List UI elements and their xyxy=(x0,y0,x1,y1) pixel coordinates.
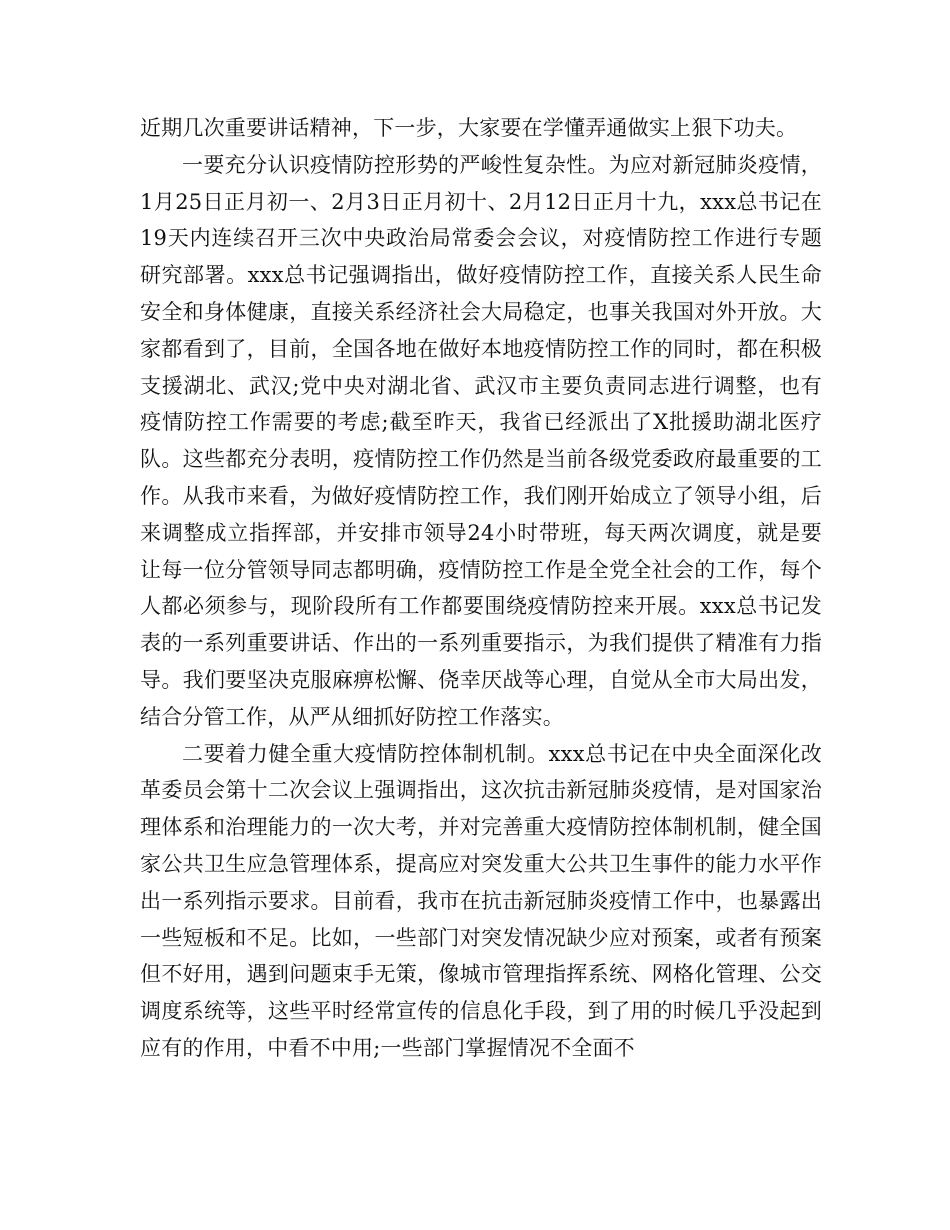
paragraph-prevention-mechanism: 二要着力健全重大疫情防控体制机制。xxx总书记在中央全面深化改革委员会第十二次会议上强调指出，这次抗击新冠肺炎疫情，是对国家治理体系和治理能力的一次大考，并对完善重大疫情防控体制机制，健全国家公共卫生应急管理体系，提高应对突发重大公共卫生事件的能力水平作出一系列指示要求。目前看，我市在抗击新冠肺炎疫情工作中，也暴露出一些短板和不足。比如，一些部门对突发情况缺少应对预案，或者有预案但不好用，遇到问题束手无策，像城市管理指挥系统、网格化管理、公交调度系统等，这些平时经常宣传的信息化手段，到了用的时候几乎没起到应有的作用，中看不中用;一些部门掌握情况不全面不 xyxy=(140,741,822,1060)
document-body xyxy=(140,110,822,1067)
paragraph-epidemic-situation: 一要充分认识疫情防控形势的严峻性复杂性。为应对新冠肺炎疫情，1月25日正月初一、2月3日正月初十、2月12日正月十九，xxx总书记在19天内连续召开三次中央政治局常委会会议，对疫情防控工作进行专题研究部署。xxx总书记强调指出，做好疫情防控工作，直接关系人民生命安全和身体健康，直接关系经济社会大局稳定，也事关我国对外开放。大家都看到了，目前，全国各地在做好本地疫情防控工作的同时，都在积极支援湖北、武汉;党中央对湖北省、武汉市主要负责同志进行调整，也有疫情防控工作需要的考虑;截至昨天，我省已经派出了X批援助湖北医疗队。这些都充分表明，疫情防控工作仍然是当前各级党委政府最重要的工作。从我市来看，为做好疫情防控工作，我们刚开始成立了领导小组，后来调整成立指挥部，并安排市领导24小时带班，每天两次调度，就是要让每一位分管领导同志都明确，疫情防控工作是全党全社会的工作，每个人都必须参与，现阶段所有工作都要围绕疫情防控来开展。xxx总书记发表的一系列重要讲话、作出的一系列重要指示，为我们提供了精准有力指导。我们要坚决克服麻痹松懈、侥幸厌战等心理，自觉从全市大局出发，结合分管工作，从严从细抓好防控工作落实。 xyxy=(140,152,822,729)
paragraph-continuation: 近期几次重要讲话精神，下一步，大家要在学懂弄通做实上狠下功夫。 xyxy=(140,116,798,140)
